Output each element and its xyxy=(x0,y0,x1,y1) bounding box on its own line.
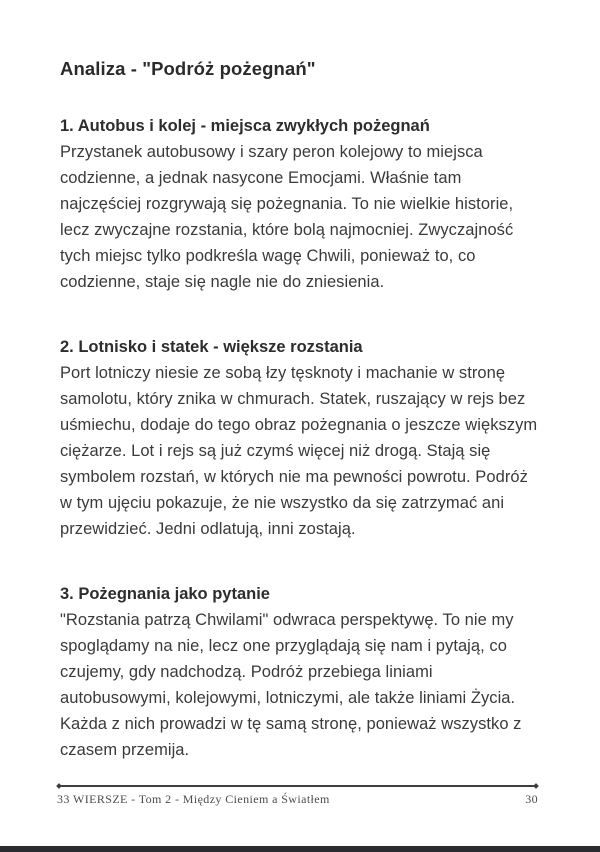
page-title: Analiza - "Podróż pożegnań" xyxy=(60,58,316,79)
footer-row xyxy=(57,792,538,807)
section-heading: 1. Autobus i kolej - miejsca zwykłych pożegnań xyxy=(60,117,430,135)
section-paragraph: "Rozstania patrzą Chwilami" odwraca perspektywę. To nie my spoglądamy na nie, lecz one przyglądają się nam i pytają, co czujemy, gdy nadchodzą. Podróż przebiega liniami autobusowymi, kolejowymi, lotniczymi, ale także liniami Życia. Każda z nich prowadzi w tę samą stronę, ponieważ wszystko z czasem przemija. xyxy=(60,611,522,759)
rule-right-diamond-icon xyxy=(533,783,539,789)
footer-book-title: 33 WIERSZE - Tom 2 - Między Cieniem a Światłem xyxy=(57,792,330,806)
section-bus-and-rail xyxy=(60,113,541,295)
section-paragraph: Przystanek autobusowy i szary peron kolejowy to miejsca codzienne, a jednak nasycone Emocjami. Właśnie tam najczęściej rozgrywają się pożegnania. To nie wielkie historie, lecz zwyczajne rozstania, które bolą najmocniej. Zwyczajność tych miejsc tylko podkreśla wagę Chwili, ponieważ to, co codzienne, staje się nagle nie do zniesienia. xyxy=(60,143,514,291)
section-farewells-as-question xyxy=(60,581,541,763)
section-airport-and-ship xyxy=(60,334,541,542)
section-heading: 3. Pożegnania jako pytanie xyxy=(60,585,270,603)
footer-rule xyxy=(57,783,538,788)
page-footer xyxy=(57,783,538,807)
bottom-edge-bar xyxy=(0,846,600,852)
rule-line xyxy=(60,785,535,787)
section-paragraph: Port lotniczy niesie ze sobą łzy tęsknoty i machanie w stronę samolotu, który znika w chmurach. Statek, ruszający w rejs bez uśmiechu, dodaje do tego obraz pożegnania o jeszcze większym ciężarze. Lot i rejs są już czymś więcej niż drogą. Stają się symbolem rozstań, w których nie ma pewności powrotu. Podróż w tym ujęciu pokazuje, że nie wszystko da się zatrzymać ani przewidzieć. Jedni odlatują, inni zostają. xyxy=(60,364,538,538)
section-heading: 2. Lotnisko i statek - większe rozstania xyxy=(60,338,363,356)
footer-page-number: 30 xyxy=(525,792,538,806)
